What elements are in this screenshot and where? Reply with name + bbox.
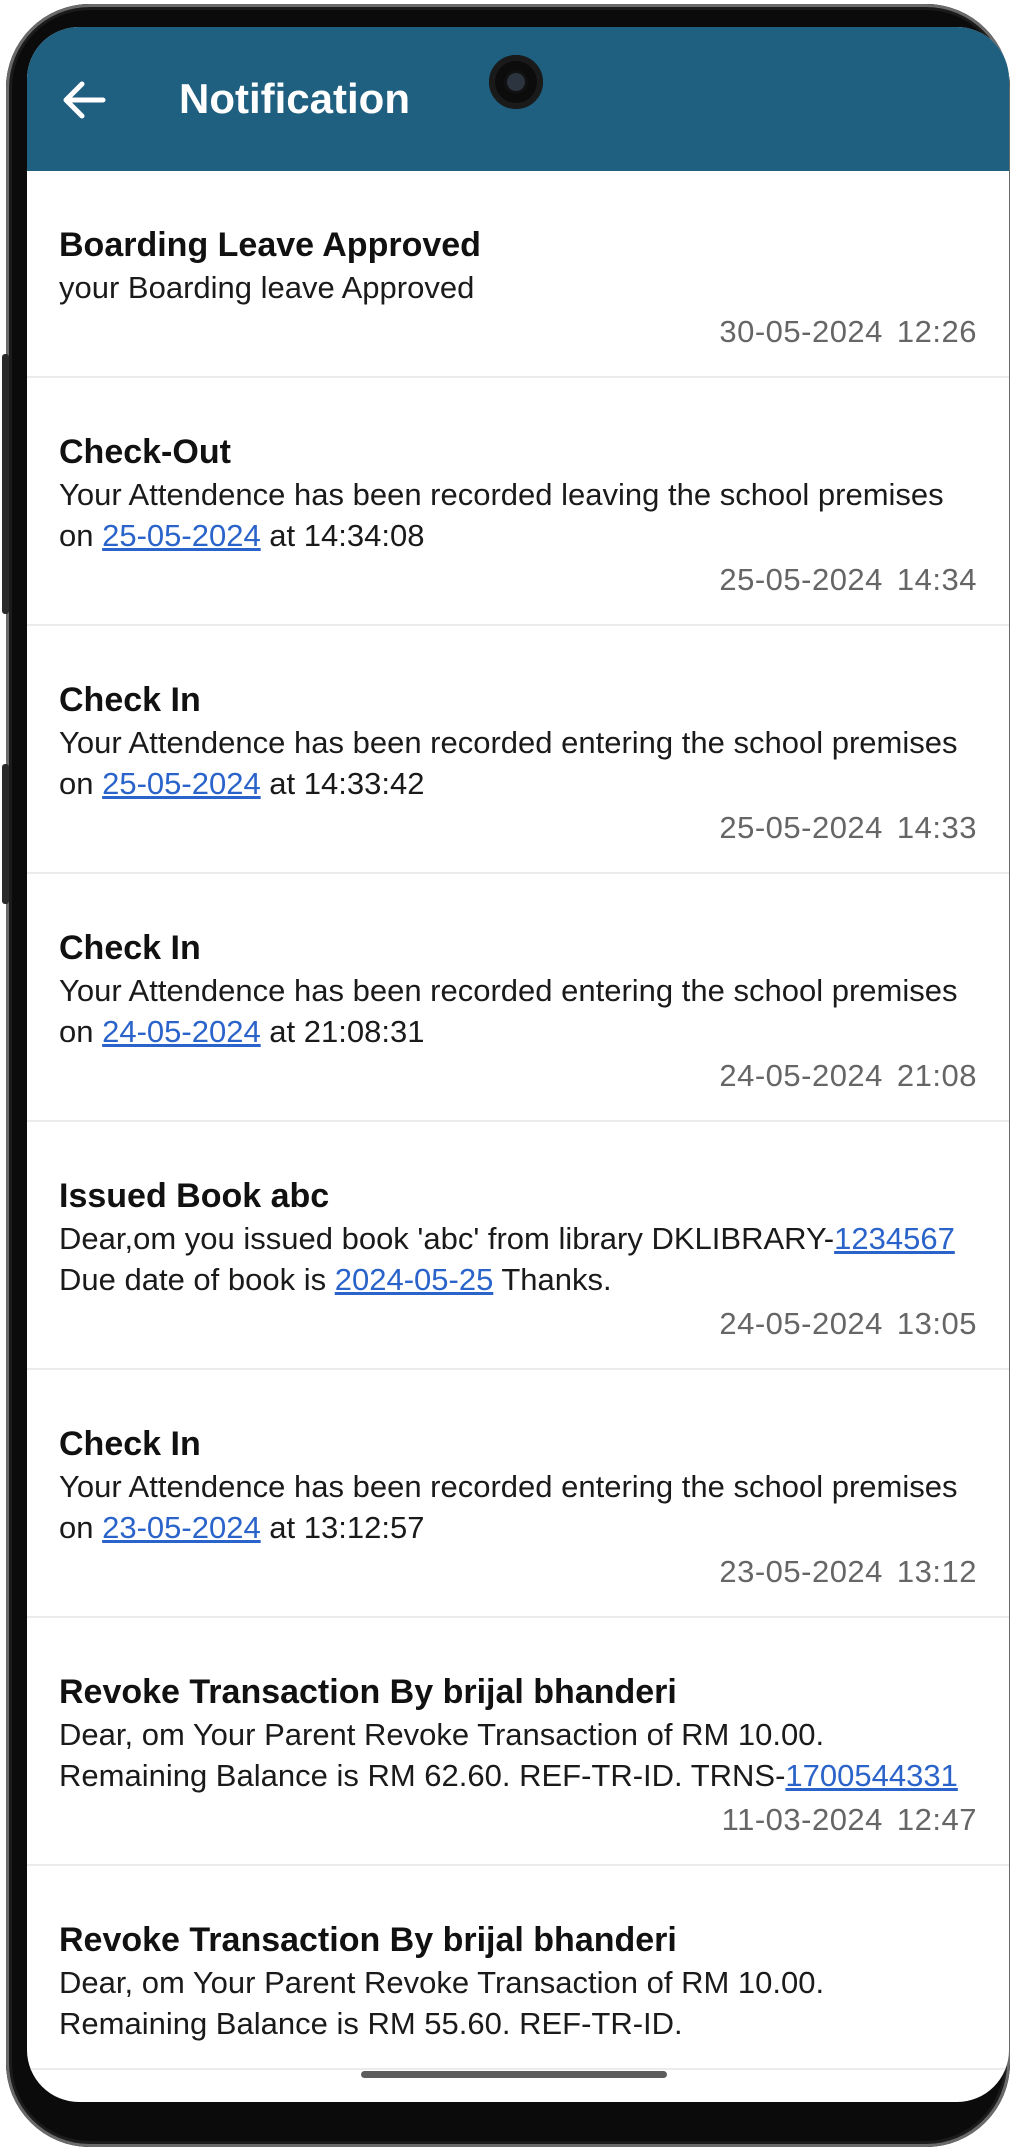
app-screen <box>27 27 1009 2102</box>
notification-text: Your Attendence has been recorded entering the school premises on <box>59 1469 958 1545</box>
notification-text: at 21:08:31 <box>260 1014 425 1049</box>
notification-text: at 14:33:42 <box>260 766 425 801</box>
notification-body <box>59 1218 977 1300</box>
app-bar <box>27 27 1009 171</box>
notification-timestamp <box>59 559 977 600</box>
arrow-left-icon[interactable] <box>59 75 109 125</box>
notification-time: 13:05 <box>896 1306 977 1341</box>
notification-title: Revoke Transaction By brijal bhanderi <box>59 1673 677 1711</box>
notification-text: Your Attendence has been recorded entering the school premises on <box>59 973 958 1049</box>
notification-text: Due date of book is <box>59 1262 335 1297</box>
notification-time: 12:47 <box>896 1802 977 1837</box>
notification-text: Your Attendence has been recorded entering the school premises on <box>59 725 958 801</box>
notification-text: Dear,om you issued book 'abc' from library DKLIBRARY- <box>59 1221 835 1256</box>
notification-item[interactable] <box>27 1122 1009 1370</box>
notification-body <box>59 1962 977 2044</box>
notification-timestamp <box>59 1303 977 1344</box>
volume-button <box>2 354 9 614</box>
notification-title: Check In <box>59 929 201 967</box>
notification-timestamp <box>59 1799 977 1840</box>
notification-body <box>59 1714 977 1796</box>
notification-item[interactable] <box>27 1370 1009 1618</box>
notification-item[interactable] <box>27 874 1009 1122</box>
notification-text: Dear, om Your Parent Revoke Transaction of RM 10.00. Remaining Balance is RM 55.60. REF-TR-ID. <box>59 1965 825 2041</box>
notification-date: 30-05-2024 <box>719 314 883 349</box>
notification-text: Your Attendence has been recorded leaving the school premises on <box>59 477 944 553</box>
notification-title: Issued Book abc <box>59 1177 330 1215</box>
notification-item[interactable] <box>27 626 1009 874</box>
notification-body <box>59 970 977 1052</box>
power-button <box>2 764 9 904</box>
notification-time: 21:08 <box>896 1058 977 1093</box>
notification-link[interactable]: 25-05-2024 <box>102 518 261 553</box>
notification-time: 14:33 <box>896 810 977 845</box>
notification-text: Thanks. <box>493 1262 612 1297</box>
notification-item[interactable] <box>27 171 1009 378</box>
notification-item[interactable] <box>27 1618 1009 1866</box>
notification-time: 13:12 <box>896 1554 977 1589</box>
notification-item[interactable] <box>27 1866 1009 2070</box>
notification-date: 23-05-2024 <box>719 1554 883 1589</box>
notification-link[interactable]: 2024-05-25 <box>334 1262 494 1297</box>
notification-date: 11-03-2024 <box>721 1802 883 1837</box>
notification-link[interactable]: 1700544331 <box>785 1758 958 1793</box>
notification-timestamp <box>59 311 977 352</box>
notification-time: 14:34 <box>896 562 977 597</box>
notification-title: Check-Out <box>59 433 231 471</box>
notification-timestamp <box>59 807 977 848</box>
notification-title: Boarding Leave Approved <box>59 226 481 264</box>
notification-body <box>59 267 977 308</box>
notification-timestamp <box>59 1055 977 1096</box>
notification-text: Dear, om Your Parent Revoke Transaction of RM 10.00. Remaining Balance is RM 62.60. REF-TR-ID. TRNS- <box>59 1717 825 1793</box>
notification-link[interactable]: 1234567 <box>834 1221 955 1256</box>
notification-title: Revoke Transaction By brijal bhanderi <box>59 1921 677 1959</box>
notification-text: at 13:12:57 <box>260 1510 425 1545</box>
notification-link[interactable]: 23-05-2024 <box>102 1510 261 1545</box>
notification-timestamp <box>59 1551 977 1592</box>
notification-date: 25-05-2024 <box>719 810 883 845</box>
notification-date: 24-05-2024 <box>719 1306 883 1341</box>
home-indicator[interactable] <box>361 2071 667 2078</box>
notification-body <box>59 722 977 804</box>
notification-title: Check In <box>59 1425 201 1463</box>
page-title: Notification <box>179 75 410 122</box>
notification-list[interactable] <box>27 171 1009 2101</box>
front-camera <box>489 55 543 109</box>
notification-body <box>59 1466 977 1548</box>
notification-date: 25-05-2024 <box>719 562 883 597</box>
notification-link[interactable]: 24-05-2024 <box>102 1014 261 1049</box>
notification-date: 24-05-2024 <box>719 1058 883 1093</box>
notification-text: your Boarding leave Approved <box>59 270 475 305</box>
notification-item[interactable] <box>27 378 1009 626</box>
notification-text: at 14:34:08 <box>260 518 425 553</box>
notification-body <box>59 474 977 556</box>
notification-time: 12:26 <box>896 314 977 349</box>
notification-title: Check In <box>59 681 201 719</box>
notification-link[interactable]: 25-05-2024 <box>102 766 261 801</box>
